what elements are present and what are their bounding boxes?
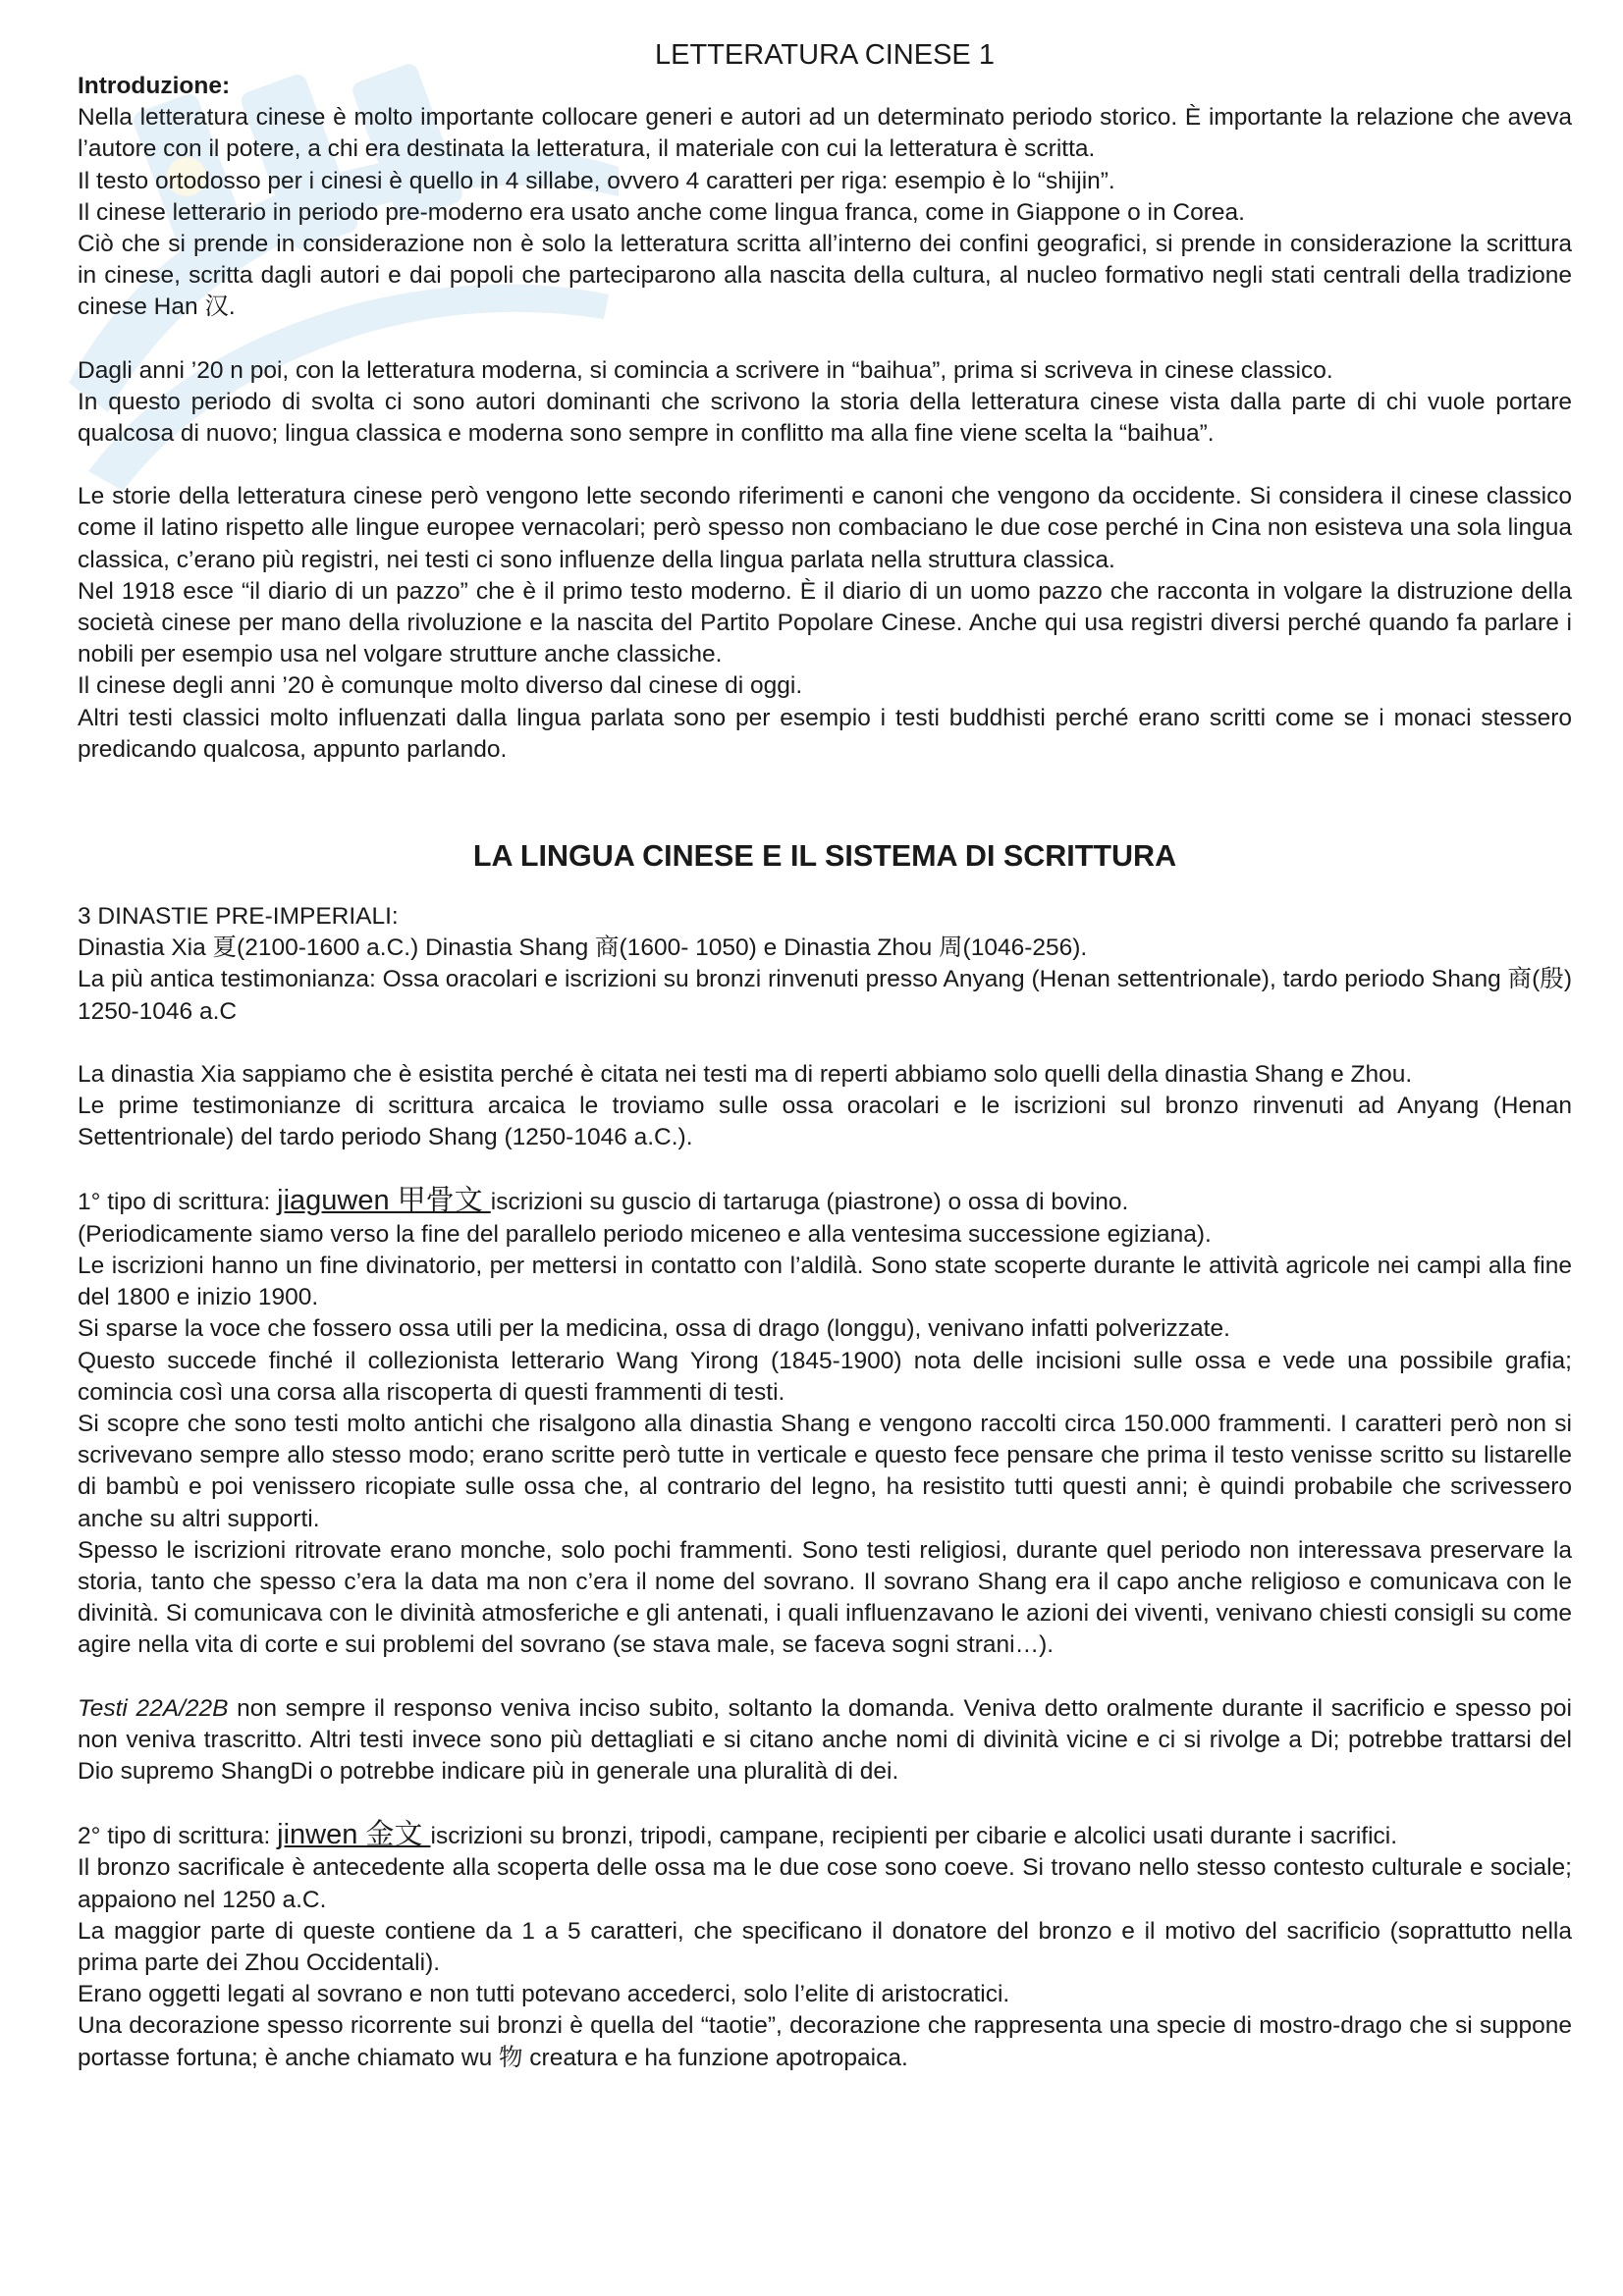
paragraph-type1: [78, 1185, 1572, 1218]
paragraph: Una decorazione spesso ricorrente sui bronzi è quella del “taotie”, decorazione che rappresenta una specie di mostro-drago che si suppone portasse fortuna; è anche chiamato wu 物 creatura e ha funzione apotropaica.: [78, 2012, 1572, 2071]
type2-prefix: 2° tipo di scrittura:: [78, 1823, 278, 1850]
testi-italic: Testi 22A/22B: [78, 1694, 229, 1722]
paragraph: Dagli anni ’20 n poi, con la letteratura moderna, si comincia a scrivere in “baihua”, prima si scriveva in cinese classico.: [78, 356, 1333, 384]
type1-prefix: 1° tipo di scrittura:: [78, 1189, 278, 1216]
paragraph: Dinastia Xia 夏(2100-1600 a.C.) Dinastia Shang 商(1600- 1050) e Dinastia Zhou 周(1046-256).: [78, 934, 1088, 962]
intro-heading: Introduzione:: [78, 73, 231, 99]
paragraph: Erano oggetti legati al sovrano e non tutti potevano accederci, solo l’elite di aristocratici.: [78, 1981, 1010, 2008]
type1-rest: iscrizioni su guscio di tartaruga (piastrone) o ossa di bovino.: [490, 1189, 1129, 1216]
paragraph: In questo periodo di svolta ci sono autori dominanti che scrivono la storia della letteratura cinese vista dalla parte di chi vuole portare qualcosa di nuovo; lingua classica e moderna sono sempre in conflitto ma alla fine viene scelta la “baihua”.: [78, 388, 1572, 448]
paragraph: La maggior parte di queste contiene da 1 a 5 caratteri, che specificano il donatore del bronzo e il motivo del sacrificio (soprattutto nella prima parte dei Zhou Occidentali).: [78, 1917, 1572, 1976]
paragraph: Le prime testimonianze di scrittura arcaica le troviamo sulle ossa oracolari e le iscrizioni sul bronzo rinvenuti ad Anyang (Henan Settentrionale) del tardo periodo Shang (1250-1046 a.C.).: [78, 1093, 1572, 1151]
document-page: [78, 37, 1572, 2074]
paragraph-testi: [78, 1693, 1572, 1789]
paragraph: Nel 1918 esce “il diario di un pazzo” che è il primo testo moderno. È il diario di un uomo pazzo che racconta in volgare la distruzione della società cinese per mano della rivoluzione e la nascita del Partito Popolare Cinese. Anche qui usa registri diversi perché quando fa parlare i nobili per esempio usa nel volgare strutture anche classiche.: [78, 577, 1572, 668]
paragraph: Le iscrizioni hanno un fine divinatorio, per mettersi in contatto con l’aldilà. Sono state scoperte durante le attività agricole nei campi alla fine del 1800 e inizio 1900.: [78, 1252, 1572, 1311]
page-title: LETTERATURA CINESE 1: [655, 39, 995, 71]
paragraph: Il bronzo sacrificale è antecedente alla scoperta delle ossa ma le due cose sono coeve. Si trovano nello stesso contesto culturale e sociale; appaiono nel 1250 a.C.: [78, 1854, 1572, 1913]
paragraph: Il testo ortodosso per i cinesi è quello in 4 sillabe, ovvero 4 caratteri per riga: esempio è lo “shijin”.: [78, 167, 1115, 194]
paragraph: Nella letteratura cinese è molto importante collocare generi e autori ad un determinato periodo storico. È importante la relazione che aveva l’autore con il potere, a chi era destinata la letteratura, il materiale con cui la letteratura è scritta.: [78, 104, 1572, 163]
paragraph-type2: [78, 1819, 1572, 1852]
term-jinwen: jinwen 金文: [277, 1819, 431, 1851]
paragraph: Ciò che si prende in considerazione non è solo la letteratura scritta all’interno dei confini geografici, si prende in considerazione la scrittura in cinese, scritta dagli autori e dai popoli che parteciparono alla nascita della cultura, al nucleo formativo negli stati centrali della tradizione cinese Han 汉.: [78, 231, 1572, 321]
paragraph: Altri testi classici molto influenzati dalla lingua parlata sono per esempio i testi buddhisti perché erano scritti come se i monaci stessero predicando qualcosa, appunto parlando.: [78, 704, 1572, 763]
section-heading: LA LINGUA CINESE E IL SISTEMA DI SCRITTURA: [472, 839, 1177, 874]
paragraph: Spesso le iscrizioni ritrovate erano monche, solo pochi frammenti. Sono testi religiosi, durante quel periodo non interessava preservare la storia, tanto che spesso c’era la data ma non c’era il nome del sovrano. Il sovrano Shang era il capo anche religioso e comunicava con le divinità. Si comunicava con le divinità atmosferiche e gli antenati, i quali influenzavano le azioni dei viventi, venivano chiesti consigli su come agire nella vita di corte e sui problemi del sovrano (se stava male, se faceva sogni strani…).: [78, 1536, 1572, 1659]
paragraph: Si scopre che sono testi molto antichi che risalgono alla dinastia Shang e vengono raccolti circa 150.000 frammenti. I caratteri però non si scrivevano sempre allo stesso modo; erano scritte però tutte in verticale e questo fece pensare che prima il testo venisse scritto su listarelle di bambù e poi venissero ricopiate sulle ossa che, al contrario del legno, ha resistito tutti questi anni; è quindi probabile che scrivessero anche su altri supporti.: [78, 1410, 1572, 1532]
paragraph: Questo succede finché il collezionista letterario Wang Yirong (1845-1900) nota delle incisioni sulle ossa e vede una possibile grafia; comincia così una corsa alla riscoperta di questi frammenti di testi.: [78, 1347, 1572, 1406]
paragraph: Le storie della letteratura cinese però vengono lette secondo riferimenti e canoni che vengono da occidente. Si considera il cinese classico come il latino rispetto alle lingue europee vernacolari; però spesso non combaciano le due cose perché in Cina non esisteva una sola lingua classica, c’erano più registri, nei testi ci sono influenze della lingua parlata nella struttura classica.: [78, 483, 1572, 573]
type2-rest: iscrizioni su bronzi, tripodi, campane, recipienti per cibarie e alcolici usati durante i sacrifici.: [430, 1823, 1398, 1850]
paragraph: 3 DINASTIE PRE-IMPERIALI:: [78, 903, 399, 931]
paragraph: (Periodicamente siamo verso la fine del parallelo periodo miceneo e alla ventesima successione egiziana).: [78, 1220, 1212, 1248]
testi-rest: non sempre il responso veniva inciso subito, soltanto la domanda. Veniva detto oralmente durante il sacrificio e spesso poi non veniva trascritto. Altri testi invece sono più dettagliati e si citano anche nomi di divinità vicine e ci si rivolge a Di; potrebbe trattarsi del Dio supremo ShangDi o potrebbe indicare più in generale una pluralità di dei.: [78, 1694, 1572, 1785]
term-jiaguwen: jiaguwen 甲骨文: [277, 1185, 491, 1217]
paragraph: Si sparse la voce che fossero ossa utili per la medicina, ossa di drago (longgu), venivano infatti polverizzate.: [78, 1315, 1230, 1343]
paragraph: La dinastia Xia sappiamo che è esistita perché è citata nei testi ma di reperti abbiamo solo quelli della dinastia Shang e Zhou.: [78, 1060, 1413, 1088]
paragraph: Il cinese letterario in periodo pre-moderno era usato anche come lingua franca, come in Giappone o in Corea.: [78, 198, 1245, 226]
paragraph: La più antica testimonianza: Ossa oracolari e iscrizioni su bronzi rinvenuti presso Anyang (Henan settentrionale), tardo periodo Shang 商(殷) 1250-1046 a.C: [78, 966, 1572, 1025]
paragraph: Il cinese degli anni ’20 è comunque molto diverso dal cinese di oggi.: [78, 672, 803, 700]
